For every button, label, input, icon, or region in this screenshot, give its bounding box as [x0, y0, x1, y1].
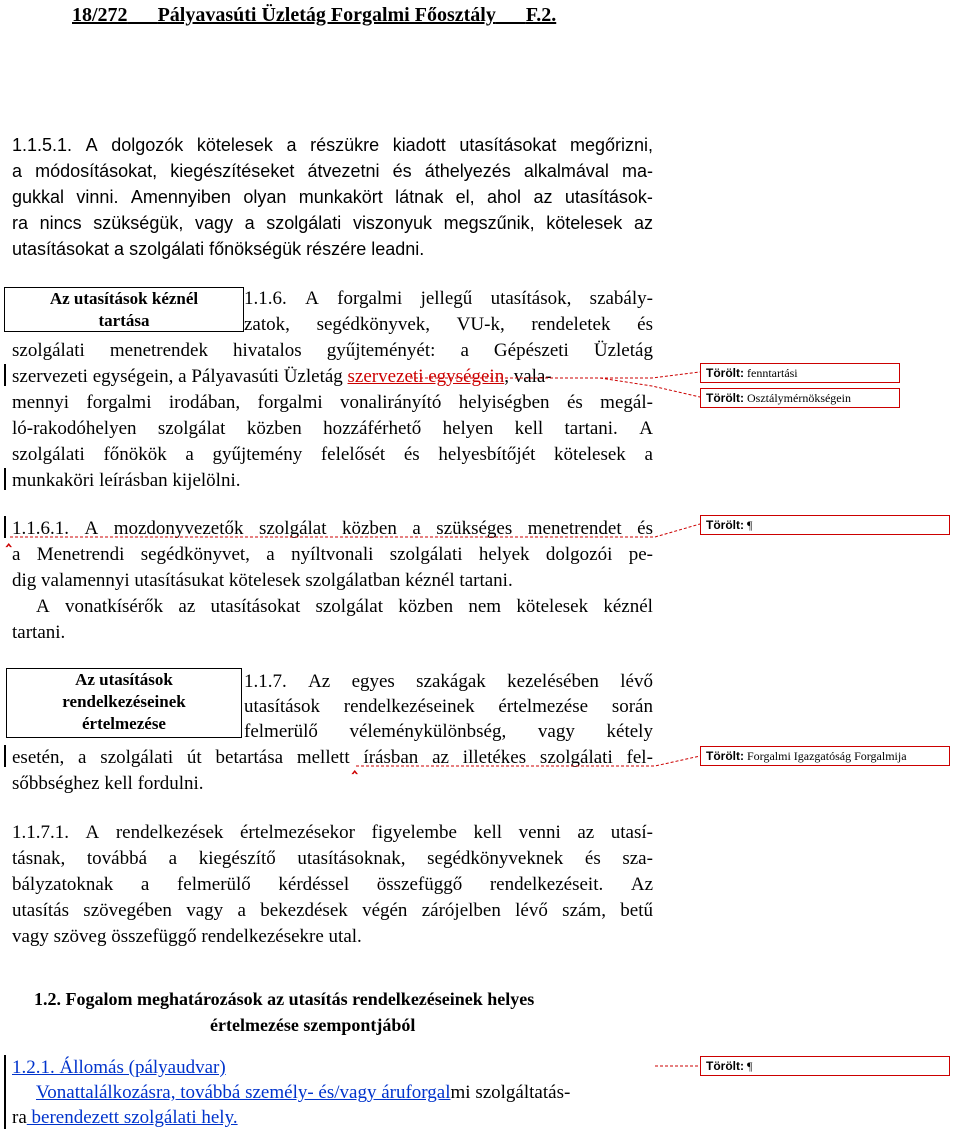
word: Üzletág — [593, 340, 653, 361]
word: mennyi — [12, 392, 69, 413]
word: végén — [362, 900, 408, 921]
word: szám, — [562, 900, 606, 921]
word: a — [12, 161, 23, 181]
balloon-text: ¶ — [747, 1059, 753, 1073]
word: a — [237, 900, 246, 921]
word: szolgálat — [157, 418, 226, 439]
word: kötelesek — [196, 135, 273, 155]
word: ma- — [621, 161, 653, 181]
word: A — [84, 518, 99, 539]
word: el, — [455, 187, 475, 207]
word: az — [577, 822, 595, 843]
word: figyelembe — [371, 822, 457, 843]
header-org: Pályavasúti Üzletág Forgalmi Főosztály — [157, 4, 496, 26]
word: venni — [518, 822, 561, 843]
word: és — [637, 314, 653, 335]
text-line — [12, 418, 653, 440]
header-section: F.2. — [525, 4, 557, 26]
word: VU-k, — [456, 314, 505, 335]
word: kell — [473, 822, 503, 843]
text-line — [12, 134, 653, 156]
word: értelmezésekor — [239, 822, 355, 843]
word: vagy — [194, 213, 233, 233]
definition-title: 1.2.1. Állomás (pályaudvar) — [12, 1057, 226, 1078]
word: bekezdések — [260, 900, 348, 921]
word: kötelesek — [516, 596, 589, 617]
word: rendeletek — [531, 314, 611, 335]
word: felmerülő — [176, 874, 251, 895]
deleted-comment-balloon[interactable] — [700, 363, 900, 383]
word: kérdéssel — [278, 874, 350, 895]
word: utasítások- — [564, 187, 653, 207]
word: utasításokat — [210, 596, 301, 617]
margin-heading-line: értelmezése — [82, 714, 166, 733]
word: az — [533, 187, 553, 207]
margin-heading-line: rendelkezéseinek — [62, 692, 186, 711]
inserted-text: berendezett szolgálati hely. — [26, 1107, 238, 1128]
word: kiadott — [392, 135, 446, 155]
text-line — [12, 392, 653, 414]
word: megál- — [600, 392, 653, 413]
word: Az — [630, 874, 653, 895]
text-line — [244, 314, 653, 336]
word: a — [185, 444, 194, 465]
word: felmerülő — [244, 721, 318, 742]
word: és — [403, 444, 420, 465]
word: ló-rakodóhelyen — [12, 418, 137, 439]
word: továbbá — [86, 848, 148, 869]
text-line: tartani. — [12, 622, 66, 643]
word: illetékes — [462, 747, 527, 768]
word: zárójelben — [421, 900, 501, 921]
word: zatok, — [244, 314, 290, 335]
margin-heading-line: Az utasítások kéznél — [49, 289, 199, 308]
word: szolgálat — [258, 518, 327, 539]
text-line — [12, 186, 653, 208]
word: kötelesek — [546, 213, 623, 233]
word: bályzatoknak — [12, 874, 114, 895]
word: utasításokat — [459, 135, 557, 155]
word: A — [85, 822, 100, 843]
word: a — [78, 747, 87, 768]
margin-heading-line: tartása — [98, 311, 150, 330]
text-line — [12, 444, 653, 466]
text-line — [244, 696, 653, 718]
word: fel- — [626, 747, 653, 768]
word: szövegében — [83, 900, 172, 921]
word: utasításokat a szolgálati főnökségük részére leadni. — [12, 239, 425, 259]
word: A — [639, 418, 653, 439]
word: közben — [398, 596, 454, 617]
change-bar — [4, 364, 6, 386]
word: Amennyiben — [130, 187, 231, 207]
word: szolgálat — [315, 596, 383, 617]
text-line — [12, 366, 552, 388]
word: dolgozói — [545, 544, 613, 565]
section-heading-line: 1.2. Fogalom meghatározások az utasítás rendelkezéseinek helyes — [34, 989, 535, 1009]
word: A — [305, 288, 319, 309]
word: nyíltvonali — [291, 544, 374, 565]
word: esetén, — [12, 747, 65, 768]
section-heading-line: értelmezése szempontjából — [210, 1015, 416, 1035]
word: helyek — [478, 544, 530, 565]
word: módosításokat, — [35, 161, 158, 181]
text-line — [12, 822, 653, 844]
change-bar — [4, 745, 6, 767]
page-number: 18/272 — [72, 4, 128, 26]
balloon-label: Törölt: — [706, 749, 744, 763]
word: 1.1.6.1. — [12, 518, 69, 539]
word: felelősét — [320, 444, 386, 465]
word: utasítások — [244, 696, 320, 717]
word: tásnak, — [12, 848, 66, 869]
word: az — [633, 213, 653, 233]
word: írásban — [363, 747, 419, 768]
word: kiegészítő — [198, 848, 276, 869]
word: munkakört — [298, 187, 383, 207]
word: kell — [514, 418, 544, 439]
word: főnökök — [103, 444, 167, 465]
word: jellegű — [420, 288, 473, 309]
word: és — [637, 518, 653, 539]
word: rendelkezések — [115, 822, 224, 843]
word: szolgálati — [12, 340, 85, 361]
word: 1.1.7. — [244, 671, 287, 692]
change-bar — [4, 1055, 6, 1129]
word: utasítások, — [490, 288, 572, 309]
word: a — [168, 848, 178, 869]
word: sza- — [622, 848, 653, 869]
text-line — [12, 340, 653, 362]
word: rendelkezéseinek — [343, 696, 475, 717]
word: vinni. — [76, 187, 119, 207]
word: során — [611, 696, 653, 717]
text-run: ra — [12, 1107, 27, 1128]
word: A — [36, 596, 50, 617]
change-bar — [4, 468, 6, 490]
word: vagy — [537, 721, 575, 742]
page-header — [72, 4, 556, 27]
word: a — [412, 518, 421, 539]
word: lévő — [620, 671, 653, 692]
word: áthelyezés — [424, 161, 511, 181]
word: helyiségben — [458, 392, 550, 413]
deletion-caret: ‸ — [6, 530, 12, 547]
word: vonalirányító — [340, 392, 442, 413]
word: nem — [468, 596, 502, 617]
word: Az — [308, 671, 331, 692]
text-line — [12, 212, 653, 234]
word: segédkönyvek, — [316, 314, 431, 335]
word: lévő — [515, 900, 548, 921]
word: forgalmi — [86, 392, 152, 413]
balloon-label: Törölt: — [706, 1059, 744, 1073]
word: és — [584, 848, 601, 869]
word: hozzáférhető — [323, 418, 422, 439]
text-line: sőbbséghez kell fordulni. — [12, 773, 204, 794]
word: menetrendet — [527, 518, 622, 539]
text-line — [36, 596, 653, 618]
balloon-text: Forgalmi Igazgatóság Forgalmija — [747, 749, 907, 763]
word: olyan — [243, 187, 287, 207]
text-line — [36, 1082, 570, 1104]
deletion-caret: ‸ — [352, 757, 358, 774]
word: ra — [12, 213, 29, 233]
word: A — [85, 135, 98, 155]
word: vagy szöveg összefüggő rendelkezésekre utal. — [12, 926, 362, 947]
word: út — [186, 747, 202, 768]
word: Menetrendi — [36, 544, 125, 565]
word: dolgozók — [111, 135, 184, 155]
text-line — [12, 874, 653, 896]
text-line — [244, 671, 653, 693]
text-line: munkaköri leírásban kijelölni. — [12, 470, 241, 491]
margin-heading-line: Az utasítások — [75, 670, 173, 689]
word: menetrendek — [109, 340, 208, 361]
word: hivatalos — [233, 340, 302, 361]
text-line — [244, 288, 653, 310]
balloon-label: Törölt: — [706, 391, 744, 405]
text-line — [12, 518, 653, 540]
text-line — [12, 544, 653, 566]
word: utasítás — [12, 900, 69, 921]
word: összefüggő — [376, 874, 463, 895]
word: tartani. — [564, 418, 618, 439]
word: értelmezése — [498, 696, 589, 717]
word: forgalmi — [257, 392, 323, 413]
word: betartása — [215, 747, 284, 768]
text-run: mi szolgáltatás- — [450, 1082, 571, 1103]
word: segédkönyvet, — [140, 544, 250, 565]
word: kötelesek — [554, 444, 626, 465]
word: a — [140, 874, 150, 895]
word: szolgálati — [12, 444, 85, 465]
text-line — [12, 900, 653, 922]
word: utasí- — [610, 822, 653, 843]
word: kétely — [606, 721, 653, 742]
deleted-comment-balloon[interactable] — [700, 1056, 950, 1076]
word: megszűnik, — [443, 213, 535, 233]
balloon-label: Törölt: — [706, 366, 744, 380]
word: kezelésében — [507, 671, 599, 692]
word: vonatkísérők — [64, 596, 164, 617]
word: irodában, — [168, 392, 241, 413]
margin-heading-box — [6, 668, 242, 738]
word: forgalmi — [337, 288, 403, 309]
word: alkalmával — [523, 161, 609, 181]
word: kéznél — [603, 596, 653, 617]
text-run: szervezeti egységein, a Pályavasúti Üzletág — [12, 366, 348, 387]
word: az — [432, 747, 449, 768]
word: szolgálati — [389, 544, 463, 565]
word: 1.1.7.1. — [12, 822, 69, 843]
word: mellett — [296, 747, 350, 768]
text-line — [12, 926, 362, 948]
text-line — [12, 238, 424, 260]
word: pe- — [628, 544, 653, 565]
text-line — [12, 1107, 238, 1129]
word: gukkal — [12, 187, 65, 207]
word: látnak — [395, 187, 444, 207]
word: a — [460, 340, 469, 361]
word: viszonyuk — [352, 213, 432, 233]
word: megőrizni, — [569, 135, 653, 155]
word: és — [566, 392, 583, 413]
word: a — [266, 544, 275, 565]
word: és — [392, 161, 412, 181]
word: 1.1.5.1. — [12, 135, 73, 155]
word: szükségük, — [93, 213, 184, 233]
deleted-comment-balloon[interactable] — [700, 388, 900, 408]
balloon-label: Törölt: — [706, 518, 744, 532]
word: szolgálati — [266, 213, 342, 233]
text-line — [244, 721, 653, 743]
word: szolgálati — [539, 747, 613, 768]
word: kiegészítéseket — [170, 161, 295, 181]
word: ahol — [487, 187, 522, 207]
text-line — [12, 848, 653, 870]
word: 1.1.6. — [244, 288, 287, 309]
margin-heading-box — [4, 287, 244, 332]
word: részükre — [310, 135, 380, 155]
word: a — [12, 544, 21, 565]
inserted-text: Vonattalálkozásra, továbbá személy- és/vagy áruforgal — [36, 1082, 451, 1103]
word: rendelkezéseit. — [489, 874, 604, 895]
word: szakágak — [416, 671, 486, 692]
text-line — [12, 160, 653, 182]
word: szolgálati — [100, 747, 174, 768]
word: utasításoknak, — [297, 848, 406, 869]
word: mozdonyvezetők — [113, 518, 244, 539]
word: közben — [246, 418, 302, 439]
word: a — [286, 135, 297, 155]
word: véleménykülönbség, — [349, 721, 507, 742]
text-line — [12, 747, 653, 769]
word: egyes — [351, 671, 395, 692]
word: a — [644, 444, 653, 465]
word: közben — [342, 518, 397, 539]
word: gyűjteményét: — [326, 340, 436, 361]
deleted-comment-balloon[interactable] — [700, 515, 950, 535]
word: helyen — [442, 418, 494, 439]
word: szabály- — [589, 288, 653, 309]
word: Gépészeti — [493, 340, 569, 361]
balloon-text: Osztálymérnökségein — [747, 391, 851, 405]
word: helyesbítőjét — [438, 444, 536, 465]
balloon-text: ¶ — [747, 518, 753, 532]
word: gyűjtemény — [212, 444, 303, 465]
deleted-comment-balloon[interactable] — [700, 746, 950, 766]
word: átvezetni — [307, 161, 380, 181]
text-run: , vala- — [504, 366, 552, 387]
word: szükséges — [436, 518, 513, 539]
word: betű — [620, 900, 653, 921]
text-line: dig valamennyi utasításukat kötelesek szolgálatban kéznél tartani. — [12, 570, 513, 591]
word: vagy — [186, 900, 224, 921]
word: az — [178, 596, 196, 617]
word: nincs — [39, 213, 82, 233]
balloon-text: fenntartási — [747, 366, 798, 380]
inserted-text: szervezeti egységein — [347, 366, 505, 387]
word: a — [244, 213, 255, 233]
word: segédkönyveknek — [427, 848, 564, 869]
